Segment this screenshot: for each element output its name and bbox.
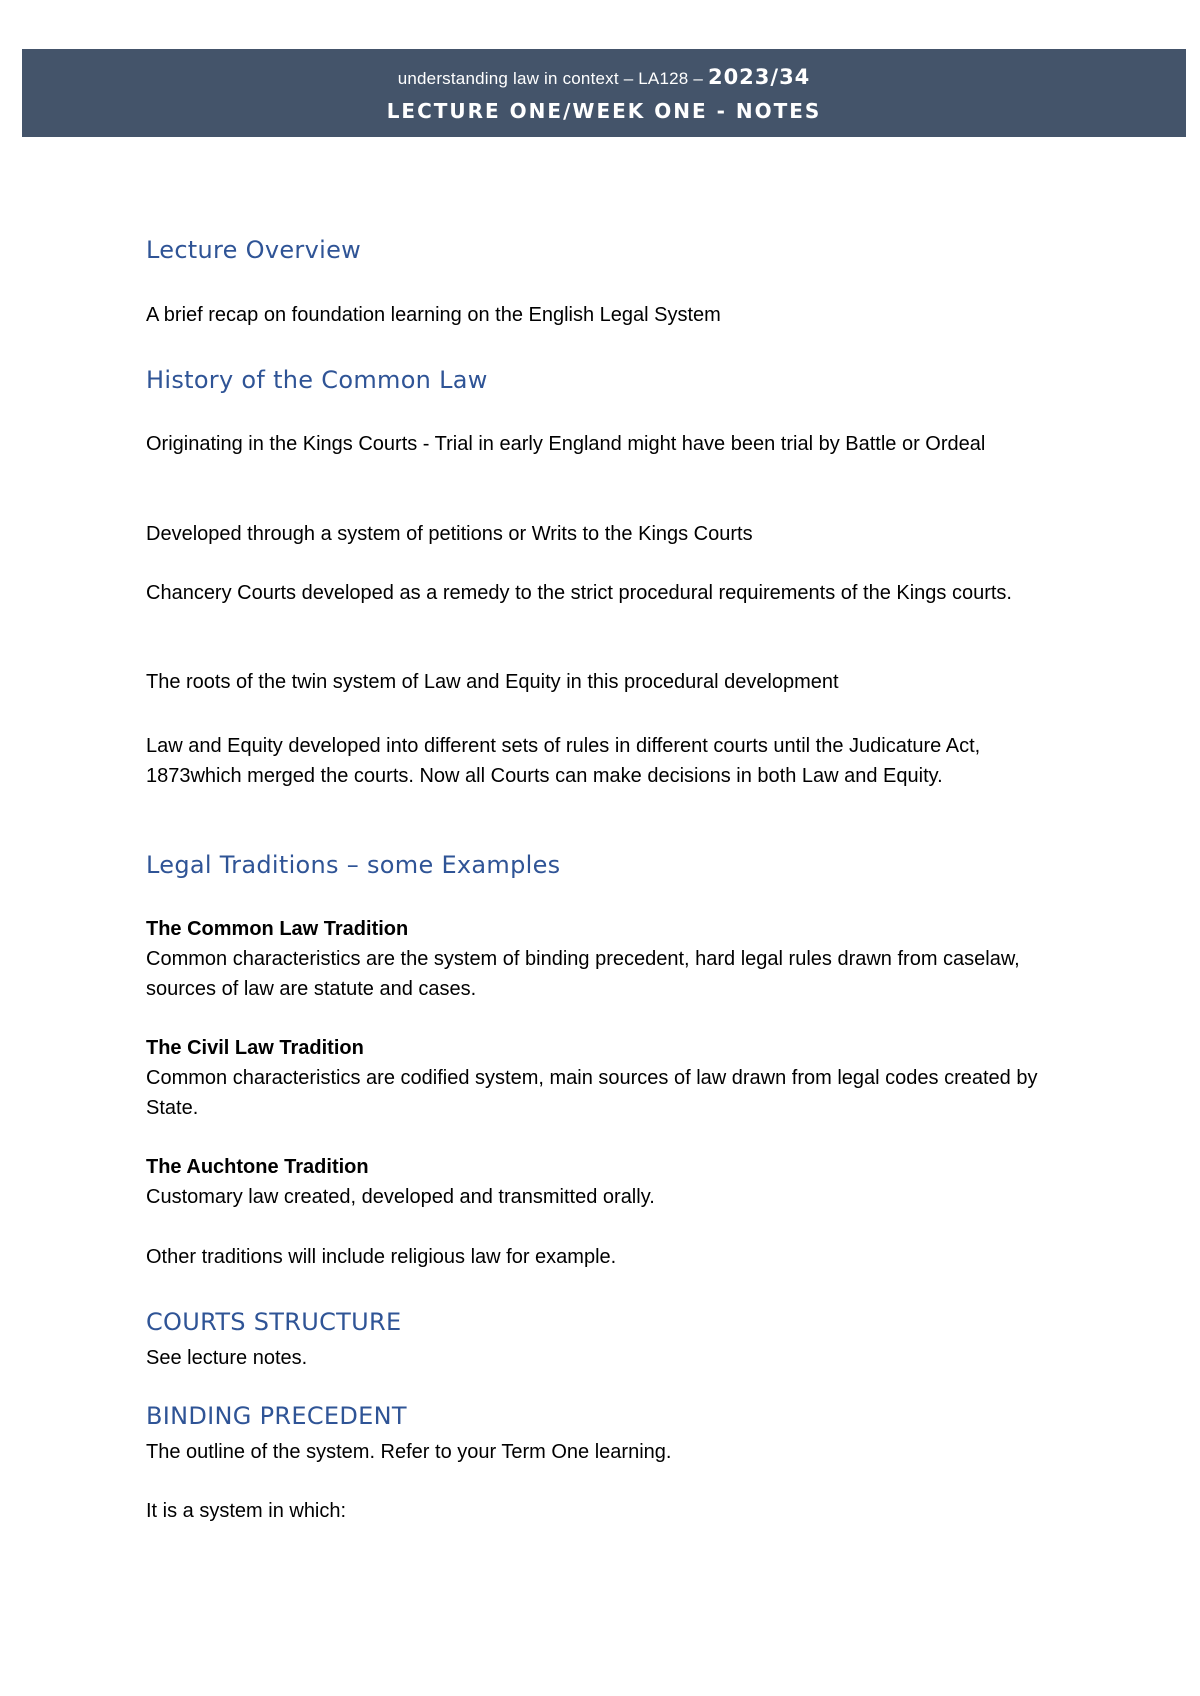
binding-precedent-text-2: It is a system in which: — [146, 1500, 347, 1522]
history-paragraph-5: Law and Equity developed into different sets of rules in different courts until the Judicature Act, 1873which merged the courts. Now all Courts can make decisions in both Law and Equity. — [146, 735, 981, 787]
courts-structure-text: See lecture notes. — [146, 1347, 308, 1369]
history-paragraph-3: Chancery Courts developed as a remedy to the strict procedural requirements of the Kings courts. — [146, 582, 1012, 604]
banner-course-line — [22, 65, 1186, 89]
history-paragraph-4: The roots of the twin system of Law and Equity in this procedural development — [146, 671, 839, 693]
auchtone-tradition-text: Customary law created, developed and transmitted orally. — [146, 1186, 655, 1208]
history-paragraph-2: Developed through a system of petitions or Writs to the Kings Courts — [146, 523, 753, 545]
civil-law-tradition-text: Common characteristics are codified system, main sources of law drawn from legal codes created by State. — [146, 1067, 1038, 1119]
course-code: understanding law in context – LA128 — [397, 69, 689, 88]
civil-law-tradition-title: The Civil Law Tradition — [146, 1037, 364, 1059]
common-law-tradition-title: The Common Law Tradition — [146, 918, 409, 940]
heading-binding-precedent: BINDING PRECEDENT — [146, 1402, 407, 1430]
binding-precedent-text-1: The outline of the system. Refer to your Term One learning. — [146, 1441, 672, 1463]
auchtone-tradition-title: The Auchtone Tradition — [146, 1156, 369, 1178]
academic-year: 2023/34 — [707, 65, 811, 89]
other-traditions-text: Other traditions will include religious law for example. — [146, 1246, 617, 1268]
heading-legal-traditions: Legal Traditions – some Examples — [146, 851, 561, 879]
overview-paragraph: A brief recap on foundation learning on the English Legal System — [146, 304, 721, 326]
heading-history: History of the Common Law — [146, 366, 488, 394]
banner-separator: – — [688, 69, 708, 88]
history-paragraph-1: Originating in the Kings Courts - Trial in early England might have been trial by Battle or Ordeal — [146, 433, 986, 455]
banner-title: LECTURE ONE/WEEK ONE - NOTES — [386, 99, 822, 123]
heading-courts-structure: COURTS STRUCTURE — [146, 1308, 402, 1336]
heading-lecture-overview: Lecture Overview — [146, 236, 362, 264]
header-banner — [22, 49, 1186, 137]
common-law-tradition-text: Common characteristics are the system of binding precedent, hard legal rules drawn from caselaw, sources of law are statute and cases. — [146, 948, 1020, 1000]
